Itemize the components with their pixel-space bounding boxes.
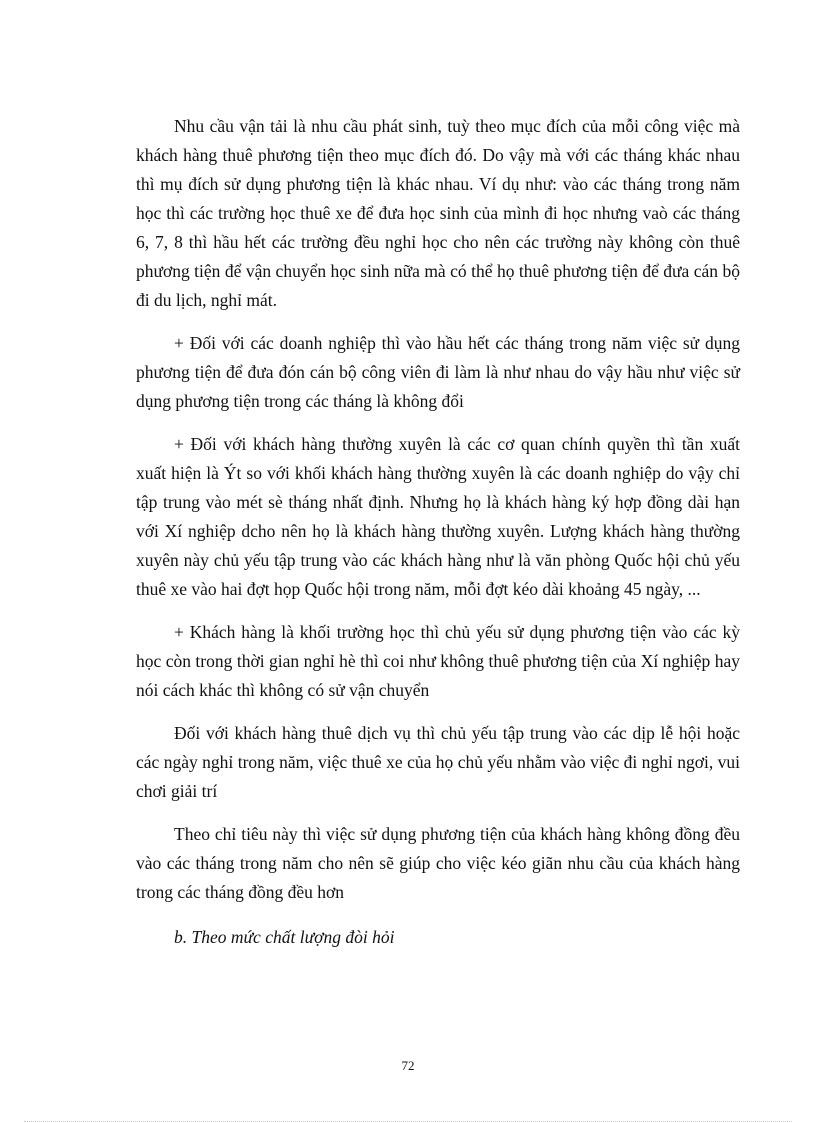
paragraph-service-customers: Đối với khách hàng thuê dịch vụ thì chủ yếu tập trung vào các dịp lễ hội hoặc các ngày nghỉ trong năm, việc thuê xe của họ chủ yếu nhằm vào việc đi nghỉ ngơi, vui chơi giải trí <box>136 723 740 801</box>
section-subheading: b. Theo mức chất lượng đòi hỏi <box>174 927 395 947</box>
paragraph-regular-customers: + Đối với khách hàng thường xuyên là các cơ quan chính quyền thì tần xuất xuất hiện là Ýt so với khối khách hàng thường xuyên là các doanh nghiệp do vậy chỉ tập trung vào mét sè tháng nhất định. Nhưng họ là khách hàng ký hợp đồng dài hạn với Xí nghiệp dcho nên họ là khách hàng thường xuyên. Lượng khách hàng thường xuyên này chủ yếu tập trung vào các khách hàng như là văn phòng Quốc hội chủ yếu thuê xe vào hai đợt họp Quốc hội trong năm, mỗi đợt kéo dài khoảng 45 ngày, ... <box>136 434 740 599</box>
paragraph-transport-demand: Nhu cầu vận tải là nhu cầu phát sinh, tuỳ theo mục đích của mỗi công việc mà khách hàng thuê phương tiện theo mục đích đó. Do vậy mà với các tháng khác nhau thì mụ đích sử dụng phương tiện là khác nhau. Ví dụ như: vào các tháng trong năm học thì các trường học thuê xe để đưa học sinh của mình đi học nhưng vaò các tháng 6, 7, 8 thì hầu hết các trường đều nghỉ học cho nên các trường này không còn thuê phương tiện để vận chuyển học sinh nữa mà có thể họ thuê phương tiện để đưa cán bộ đi du lịch, nghỉ mát. <box>136 116 740 310</box>
paragraph-schools: + Khách hàng là khối trường học thì chủ yếu sử dụng phương tiện vào các kỳ học còn trong thời gian nghỉ hè thì coi như không thuê phương tiện của Xí nghiệp hay nói cách khác thì không có sử vận chuyển <box>136 622 740 700</box>
page-bottom-divider <box>24 1121 792 1122</box>
paragraph-conclusion: Theo chỉ tiêu này thì việc sử dụng phương tiện của khách hàng không đồng đều vào các tháng trong năm cho nên sẽ giúp cho việc kéo giãn nhu cầu của khách hàng trong các tháng đồng đều hơn <box>136 824 740 902</box>
paragraph-enterprises: + Đối với các doanh nghiệp thì vào hầu hết các tháng trong năm việc sử dụng phương tiện để đưa đón cán bộ công viên đi làm là như nhau do vậy hầu như việc sử dụng phương tiện trong các tháng là không đổi <box>136 333 740 411</box>
page-number: 72 <box>401 1058 415 1073</box>
page-body <box>136 112 740 952</box>
